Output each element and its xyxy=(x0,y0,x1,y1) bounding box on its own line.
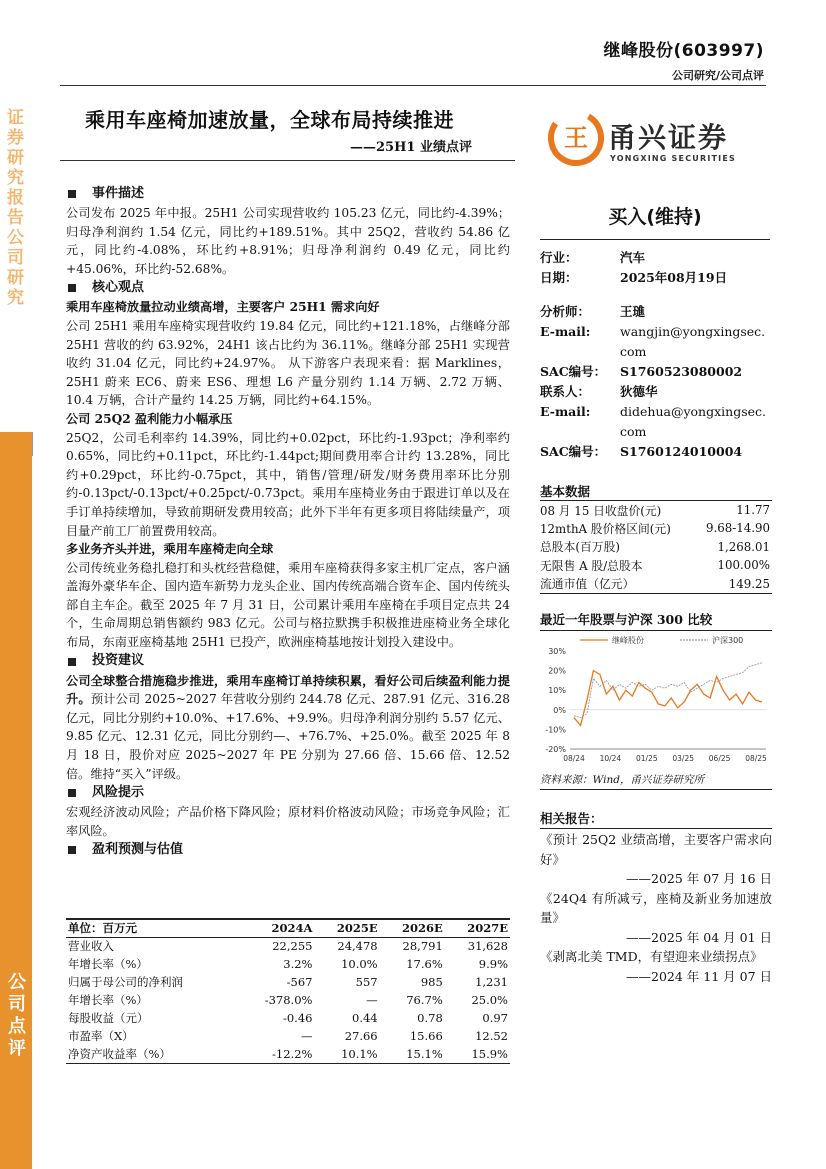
legend-label: 沪深300 xyxy=(712,636,744,645)
price-chart xyxy=(540,630,772,770)
legend-label: 继峰股份 xyxy=(612,636,644,645)
chart-source: 资料来源：Wind，甬兴证券研究所 xyxy=(540,772,772,790)
invest-body: 预计公司 2025~2027 年营收分别约 244.78 亿元、287.91 亿元、316.28 亿元，同比分别约+10.0%、+17.6%、+9.9%。归母净利润分别约 5.57 亿元、9.85 亿元、12.31 亿元，同比分别约—、+76.7%、+25.0%。截至 2025 年 8 月 18 日，股价对应 2025~2027 年 PE 分别为 27.66 倍、15.66 倍、12.52 倍。维持“买入”评级。 xyxy=(66,692,510,781)
core-subhead-2: 公司 25Q2 盈利能力小幅承压 xyxy=(66,411,233,426)
info-sac-1: SAC编号： S1760523080002 xyxy=(540,364,743,379)
sidebar-lower xyxy=(0,432,32,1169)
info-email-1: E-mail: wangjin@yongxingsec. xyxy=(540,324,766,339)
related-report-link[interactable]: 《24Q4 有所减亏，座椅及新业务加速放量》 xyxy=(540,890,772,925)
sidebar-lower-text: 公司点评 xyxy=(8,972,26,1059)
related-title: 相关报告： xyxy=(540,811,603,826)
section-risk-heading: 风险提示 xyxy=(66,783,510,803)
series-line-1 xyxy=(574,663,762,718)
x-tick-label: 03/25 xyxy=(672,754,695,763)
x-tick-label: 08/24 xyxy=(563,754,585,763)
y-tick-label: 20% xyxy=(548,666,566,676)
related-report-link[interactable]: 《剥离北美 TMD，有望迎来业绩拐点》 xyxy=(540,949,763,964)
table-row: 净资产收益率（%） -12.2% 10.1% 15.1% 15.9% xyxy=(66,1045,510,1063)
sidebar-divider xyxy=(32,432,33,456)
info-industry: 行业： 汽车 xyxy=(540,250,646,265)
page-subtitle: ——25H1 业绩点评 xyxy=(350,140,472,155)
section-event-heading: 事件描述 xyxy=(66,184,510,204)
title-divider xyxy=(60,160,515,161)
info-email-2-cont: com xyxy=(620,424,647,439)
info-sac-2: SAC编号： S1760124010004 xyxy=(540,444,743,459)
sidebar-upper xyxy=(0,0,30,430)
rating: 买入(维持) xyxy=(540,202,770,240)
x-tick-label: 10/24 xyxy=(599,754,622,763)
y-tick-label: 10% xyxy=(548,686,566,696)
report-type: 公司研究/公司点评 xyxy=(671,69,764,82)
table-row: 市盈率（X） — 27.66 15.66 12.52 xyxy=(68,1029,508,1043)
info-email-2: E-mail: didehua@yongxingsec. xyxy=(540,404,766,419)
y-tick-label: -20% xyxy=(545,745,566,754)
related-reports xyxy=(540,828,772,986)
related-report-date: ——2025 年 07 月 16 日 xyxy=(626,871,772,886)
forecast-table xyxy=(66,918,510,1064)
forecast-table-header: 单位：百万元 2024A 2025E 2026E 2027E xyxy=(66,919,510,937)
section-invest-heading: 投资建议 xyxy=(66,652,510,672)
table-row: 总股本(百万股) 1,268.01 xyxy=(540,539,770,555)
logo-mark-icon xyxy=(548,110,604,166)
section-forecast-heading: 盈利预测与估值 xyxy=(66,840,510,860)
info-analyst: 分析师： 王璡 xyxy=(540,304,646,319)
event-text: 公司发布 2025 年中报。25H1 公司实现营收约 105.23 亿元，同比约-4.39%；归母净利润约 1.54 亿元，同比约+189.51%。其中 25Q2，营收约 54.86 亿元，同比约-4.08%，环比约+8.91%；归母净利润约 0.49 亿元，同比约+45.06%，环比约-52.68%。 xyxy=(66,206,510,276)
x-tick-label: 01/25 xyxy=(635,754,658,763)
related-report-link[interactable]: 《预计 25Q2 业绩高增，主要客户需求向好》 xyxy=(540,832,772,867)
table-row: 每股收益（元） -0.46 0.44 0.78 0.97 xyxy=(68,1011,508,1025)
bullet-square-icon xyxy=(68,658,76,666)
table-row: 08 月 15 日收盘价(元) 11.77 xyxy=(540,501,772,520)
stock-name: 继峰股份(603997) xyxy=(603,41,764,61)
table-row: 无限售 A 股/总股本 100.00% xyxy=(540,558,770,573)
company-logo xyxy=(548,110,758,170)
y-tick-label: 0% xyxy=(553,705,566,715)
core-subhead-3: 多业务齐头并进，乘用车座椅走向全球 xyxy=(66,542,274,557)
info-date: 日期： 2025年08月19日 xyxy=(540,270,728,285)
bullet-square-icon xyxy=(68,190,76,198)
bullet-square-icon xyxy=(68,789,76,797)
sidebar xyxy=(0,0,36,1169)
basic-data-title: 基本数据 xyxy=(540,484,591,499)
bullet-square-icon xyxy=(68,846,76,854)
page-title: 乘用车座椅加速放量，全球布局持续推进 xyxy=(85,108,454,132)
table-row: 年增长率（%） -378.0% — 76.7% 25.0% xyxy=(68,993,508,1007)
table-row: 归属于母公司的净利润 -567 557 985 1,231 xyxy=(68,975,508,989)
core-para-1: 公司 25H1 乘用车座椅实现营收约 19.84 亿元，同比约+121.18%，占继峰分部 25H1 营收的约 63.92%，24H1 该占比约为 36.11%。继峰分部 25H1 实现营收约 31.04 亿元，同比约+24.97%。 从下游客户表现来看：据 Marklines，25H1 蔚来 EC6、蔚来 ES6、理想 L6 产量分别约 1.14 万辆、2.72 万辆、10.4 万辆，合计产量约 14.25 万辆，同比约+64.15%。 xyxy=(66,318,510,408)
table-row: 12mthA 股价格区间(元) 9.68-14.90 xyxy=(540,521,770,536)
chart-svg xyxy=(540,631,772,769)
related-report-date: ——2024 年 11 月 07 日 xyxy=(626,968,772,984)
info-block xyxy=(540,248,772,462)
x-tick-label: 06/25 xyxy=(708,754,731,763)
sidebar-upper-text: 证券研究报告 公司研究 xyxy=(7,108,24,308)
info-contact: 联系人： 狄德华 xyxy=(540,384,658,399)
header-divider xyxy=(60,85,766,86)
invest-text xyxy=(66,672,510,784)
core-subhead-1: 乘用车座椅放量拉动业绩高增，主要客户 25H1 需求向好 xyxy=(66,300,380,315)
x-tick-label: 08/25 xyxy=(745,754,767,763)
bullet-square-icon xyxy=(68,284,76,292)
table-row: 年增长率（%） 3.2% 10.0% 17.6% 9.9% xyxy=(68,957,508,971)
logo-mark-text: 王 xyxy=(564,124,588,152)
invest-lead: 公司全球整合措施稳步推进，乘用车座椅订单持续积累，看好公司后续盈利能力提升。 xyxy=(66,673,510,707)
table-row: 流通市值（亿元） 149.25 xyxy=(540,576,770,591)
report-header xyxy=(603,36,764,83)
y-tick-label: 30% xyxy=(548,647,566,656)
logo-name-en: YONGXING SECURITIES xyxy=(610,154,736,163)
risk-text: 宏观经济波动风险；产品价格下降风险；原材料价格波动风险；市场竞争风险；汇率风险。 xyxy=(66,805,510,838)
y-tick-label: -10% xyxy=(545,725,566,735)
main-content xyxy=(66,184,510,860)
related-report-date: ——2025 年 04 月 01 日 xyxy=(626,929,772,945)
section-core-heading: 核心观点 xyxy=(66,278,510,298)
series-line-0 xyxy=(574,671,762,726)
core-para-3: 公司传统业务稳扎稳打和头枕经营稳健，乘用车座椅获得多家主机厂定点，客户涵盖海外豪华车企、国内造车新势力龙头企业、国内传统高端合资车企、国内传统头部自主车企。截至 2025 年 7 月 31 日，公司累计乘用车座椅在手项目定点共 24 个，生命周期总销售额约 983 亿元。公司与格拉默携手积极推进座椅业务全球化布局，东南亚座椅基地 25H1 已投产，欧洲座椅基地按计划投入建设中。 xyxy=(66,560,510,650)
table-row: 营业收入 22,255 24,478 28,791 31,628 xyxy=(68,939,508,954)
info-email-1-cont: com xyxy=(620,344,647,359)
logo-name-cn: 甬兴证券 xyxy=(608,121,729,154)
chart-title: 最近一年股票与沪深 300 比较 xyxy=(540,612,713,627)
core-para-2: 25Q2，公司毛利率约 14.39%，同比约+0.02pct，环比约-1.93pct；净利率约 0.65%，同比约+0.11pct，环比约-1.44pct;期间费用率合计约 13.28%，同比约+0.29pct，环比约-0.75pct，其中，销售/管理/研发/财务费用率环比分别约-0.13pct/-0.13pct/+0.25pct/-0.73pct。乘用车座椅业务由于跟进订单以及在手订单持续增加，导致前期研发费用较高；此外下半年有更多项目将陆续量产，项目量产前工厂前置费用较高。 xyxy=(66,430,510,538)
basic-data-table xyxy=(540,500,772,594)
